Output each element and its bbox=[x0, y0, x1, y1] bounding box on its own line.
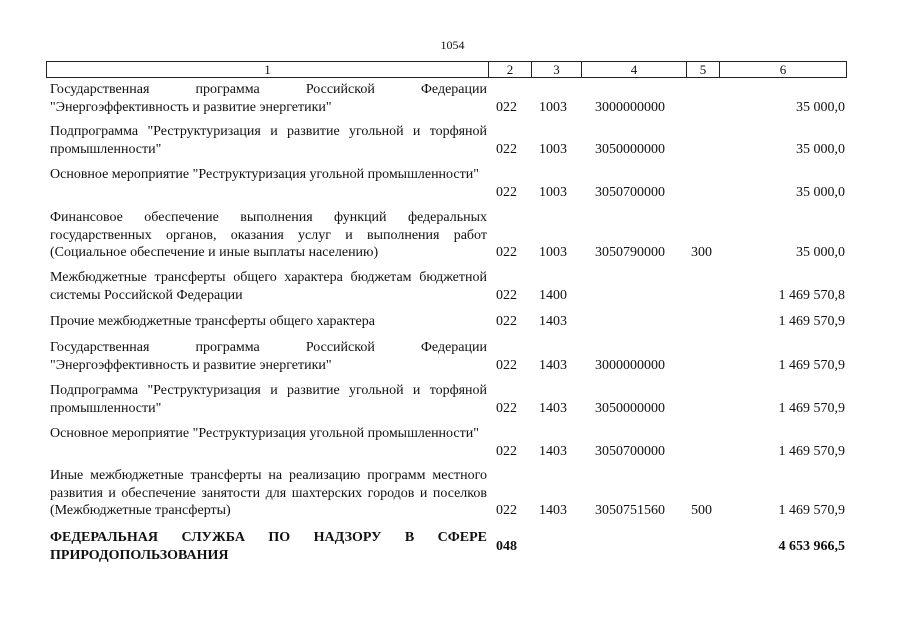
row-amount: 1 469 570,9 bbox=[778, 503, 845, 518]
row-ministry-code: 022 bbox=[496, 99, 517, 115]
row-section-code: 1403 bbox=[539, 400, 567, 416]
row-section-code: 1003 bbox=[539, 184, 567, 200]
row-description: Финансовое обеспечение выполнения функций федеральных государственных органов, оказания услуг и выполнения работ (Социальное обеспечение и иные выплаты населению) bbox=[50, 210, 487, 260]
row-description: Иные межбюджетные трансферты на реализацию программ местного развития и обеспечение занятости для шахтерских городов и поселков (Межбюджетные трансферты) bbox=[50, 468, 487, 518]
row-target-code: 3000000000 bbox=[595, 99, 665, 115]
row-section-code: 1400 bbox=[539, 287, 567, 303]
row-amount: 35 000,0 bbox=[796, 245, 845, 260]
row-ministry-code: 022 bbox=[496, 314, 517, 329]
header-col-5: 5 bbox=[686, 62, 719, 77]
row-section-code: 1003 bbox=[539, 245, 567, 260]
row-amount: 1 469 570,8 bbox=[778, 287, 845, 303]
row-target-code: 3050751560 bbox=[595, 503, 665, 518]
row-ministry-code: 022 bbox=[496, 287, 517, 303]
row-ministry-code: 022 bbox=[496, 400, 517, 416]
row-description: Подпрограмма "Реструктуризация и развитие угольной и торфяной промышленности" bbox=[50, 383, 487, 416]
row-description: Прочие межбюджетные трансферты общего характера bbox=[50, 314, 375, 329]
row-ministry-code: 022 bbox=[496, 245, 517, 260]
row-description: Государственная программа Российской Федерации "Энергоэффективность и развитие энергетики" bbox=[50, 340, 487, 373]
header-col-1: 1 bbox=[264, 62, 271, 77]
row-ministry-code: 022 bbox=[496, 503, 517, 518]
row-description: ФЕДЕРАЛЬНАЯ СЛУЖБА ПО НАДЗОРУ В СФЕРЕ ПРИРОДОПОЛЬЗОВАНИЯ bbox=[50, 530, 487, 563]
row-ministry-code: 022 bbox=[496, 357, 517, 373]
row-section-code: 1003 bbox=[539, 99, 567, 115]
row-ministry-code: 022 bbox=[496, 184, 517, 200]
row-section-code: 1403 bbox=[539, 443, 567, 459]
row-amount: 35 000,0 bbox=[796, 141, 845, 157]
row-amount: 1 469 570,9 bbox=[778, 314, 845, 329]
row-amount: 1 469 570,9 bbox=[778, 400, 845, 416]
row-ministry-code: 048 bbox=[496, 538, 517, 554]
row-ministry-code: 022 bbox=[496, 443, 517, 459]
header-col-3: 3 bbox=[531, 62, 581, 77]
row-section-code: 1003 bbox=[539, 141, 567, 157]
row-target-code: 3050700000 bbox=[595, 184, 665, 200]
header-col-6: 6 bbox=[719, 62, 846, 77]
row-target-code: 3050700000 bbox=[595, 443, 665, 459]
page-number: 1054 bbox=[440, 38, 465, 52]
row-amount: 35 000,0 bbox=[796, 184, 845, 200]
row-amount: 35 000,0 bbox=[796, 99, 845, 115]
row-target-code: 3050000000 bbox=[595, 400, 665, 416]
row-description: Подпрограмма "Реструктуризация и развитие угольной и торфяной промышленности" bbox=[50, 124, 487, 157]
row-section-code: 1403 bbox=[539, 314, 567, 329]
header-col-4: 4 bbox=[581, 62, 686, 77]
row-description: Государственная программа Российской Федерации "Энергоэффективность и развитие энергетики" bbox=[50, 82, 487, 115]
row-amount: 1 469 570,9 bbox=[778, 357, 845, 373]
row-amount: 1 469 570,9 bbox=[778, 443, 845, 459]
row-target-code: 3050790000 bbox=[595, 245, 665, 260]
row-target-code: 3050000000 bbox=[595, 141, 665, 157]
row-description: Межбюджетные трансферты общего характера бюджетам бюджетной системы Российской Федерации bbox=[50, 270, 487, 303]
header-col-2: 2 bbox=[488, 62, 531, 77]
row-section-code: 1403 bbox=[539, 503, 567, 518]
table-header bbox=[46, 61, 847, 78]
row-expense-type: 500 bbox=[691, 503, 712, 518]
row-ministry-code: 022 bbox=[496, 141, 517, 157]
row-section-code: 1403 bbox=[539, 357, 567, 373]
row-expense-type: 300 bbox=[691, 245, 712, 260]
row-target-code: 3000000000 bbox=[595, 357, 665, 373]
row-description: Основное мероприятие "Реструктуризация угольной промышленности" bbox=[50, 426, 479, 441]
row-description: Основное мероприятие "Реструктуризация угольной промышленности" bbox=[50, 167, 479, 182]
row-amount: 4 653 966,5 bbox=[778, 538, 845, 554]
